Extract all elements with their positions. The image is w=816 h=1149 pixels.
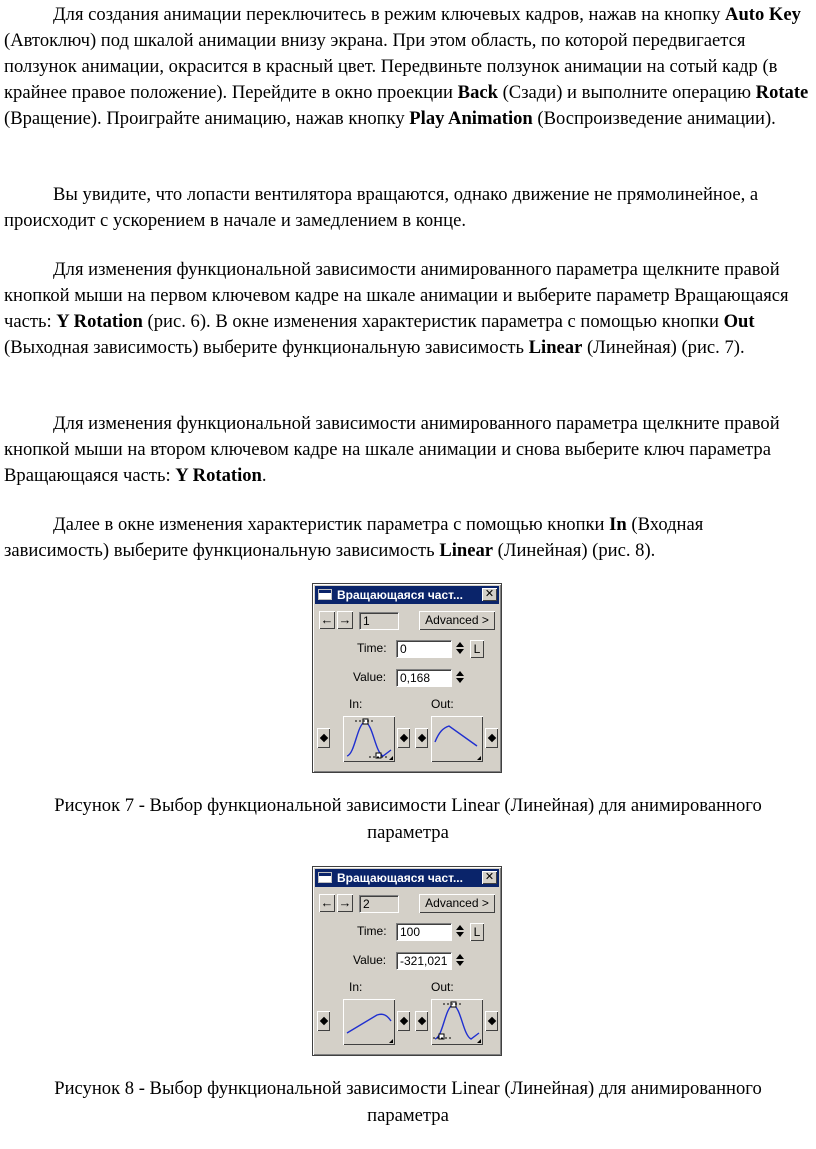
in-prev-type-button[interactable] bbox=[317, 1011, 330, 1031]
lock-button[interactable]: L bbox=[470, 923, 484, 941]
spinner-down-icon bbox=[456, 932, 464, 937]
text-run: (Входная зависимость) выберите функциональную зависимость bbox=[4, 514, 704, 561]
out-prev-type-button[interactable] bbox=[415, 728, 428, 748]
text-run: Для изменения функциональной зависимости анимированного параметра щелкните правой кнопкой мыши на втором ключевом кадре на шкале анимации и снова выберите ключ параметра Вращающаяся часть: bbox=[4, 413, 780, 486]
text-run: (Линейная) (рис. 7). bbox=[582, 337, 745, 358]
diamond-icon bbox=[320, 1017, 328, 1025]
time-input[interactable]: 0 bbox=[396, 640, 452, 658]
paragraph-in-linear bbox=[4, 512, 812, 564]
value-spinner[interactable] bbox=[455, 670, 465, 686]
bold-term: Rotate bbox=[755, 82, 809, 103]
key-info-dialog-fig8 bbox=[312, 866, 502, 1056]
bold-term: Play Animation bbox=[409, 108, 533, 129]
paragraph-fan-rotation bbox=[4, 182, 812, 234]
next-key-button[interactable] bbox=[337, 894, 353, 912]
bold-term: Linear bbox=[528, 337, 583, 358]
time-spinner[interactable] bbox=[455, 924, 465, 940]
bold-term: Out bbox=[723, 311, 755, 332]
spinner-up-icon bbox=[456, 925, 464, 930]
prev-key-button[interactable] bbox=[319, 611, 335, 629]
prev-key-button[interactable] bbox=[319, 894, 335, 912]
close-button[interactable]: ✕ bbox=[482, 588, 497, 601]
text-run: Для создания анимации переключитесь в режим ключевых кадров, нажав на кнопку bbox=[53, 4, 726, 25]
time-label: Time: bbox=[357, 641, 387, 655]
spinner-up-icon bbox=[456, 671, 464, 676]
ease-bump-icon bbox=[431, 999, 483, 1045]
in-next-type-button[interactable] bbox=[397, 728, 410, 748]
in-label: In: bbox=[349, 697, 363, 711]
spinner-down-icon bbox=[456, 678, 464, 683]
spinner-up-icon bbox=[456, 642, 464, 647]
out-prev-type-button[interactable] bbox=[415, 1011, 428, 1031]
dialog-titlebar bbox=[315, 586, 499, 604]
advanced-button[interactable]: Advanced > bbox=[419, 894, 495, 913]
window-icon bbox=[318, 589, 332, 600]
out-tangent-button[interactable] bbox=[431, 716, 483, 762]
paragraph-second-key bbox=[4, 411, 812, 489]
out-tangent-button[interactable] bbox=[431, 999, 483, 1045]
time-input[interactable]: 100 bbox=[396, 923, 452, 941]
figure7-caption-line2: параметра bbox=[367, 822, 449, 843]
next-key-button[interactable] bbox=[337, 611, 353, 629]
spinner-down-icon bbox=[456, 961, 464, 966]
in-next-type-button[interactable] bbox=[397, 1011, 410, 1031]
key-index-field: 1 bbox=[359, 612, 399, 630]
out-label: Out: bbox=[431, 697, 454, 711]
dialog-titlebar bbox=[315, 869, 499, 887]
close-button[interactable]: ✕ bbox=[482, 871, 497, 884]
figure8-caption-line2: параметра bbox=[367, 1105, 449, 1126]
bold-term: Linear bbox=[439, 540, 494, 561]
arrow-left-icon: ← bbox=[320, 612, 334, 627]
text-run: (Автоключ) под шкалой анимации внизу экрана. При этом область, по которой передвигается ползунок анимации, окрасится в красный цвет. Передвиньте ползунок анимации на сотый кадр (в крайнее правое положение). Перейдите в окно проекции bbox=[4, 30, 778, 103]
value-label: Value: bbox=[353, 953, 387, 967]
text-run: (Вращение). Проиграйте анимацию, нажав кнопку bbox=[4, 108, 410, 129]
bold-term: In bbox=[609, 514, 627, 535]
text-run: (Выходная зависимость) выберите функциональную зависимость bbox=[4, 337, 529, 358]
time-label: Time: bbox=[357, 924, 387, 938]
in-prev-type-button[interactable] bbox=[317, 728, 330, 748]
value-input[interactable]: -321,021 bbox=[396, 952, 452, 970]
text-run: (Воспроизведение анимации). bbox=[532, 108, 776, 129]
key-info-dialog-fig7 bbox=[312, 583, 502, 773]
value-label: Value: bbox=[353, 670, 387, 684]
out-next-type-button[interactable] bbox=[485, 728, 498, 748]
diamond-icon bbox=[400, 1017, 408, 1025]
lock-button[interactable]: L bbox=[470, 640, 484, 658]
figure8-caption-line1: Рисунок 8 - Выбор функциональной зависимости Linear (Линейная) для анимированного bbox=[54, 1078, 762, 1099]
diamond-icon bbox=[418, 734, 426, 742]
text-run: Далее в окне изменения характеристик параметра с помощью кнопки bbox=[53, 514, 610, 535]
paragraph-auto-key bbox=[4, 2, 812, 132]
paragraph-first-key bbox=[4, 257, 812, 361]
in-label: In: bbox=[349, 980, 363, 994]
dialog-title: Вращающаяся част... bbox=[337, 871, 463, 885]
out-label: Out: bbox=[431, 980, 454, 994]
linear-falloff-icon bbox=[431, 716, 483, 762]
out-next-type-button[interactable] bbox=[485, 1011, 498, 1031]
spinner-down-icon bbox=[456, 649, 464, 654]
spinner-up-icon bbox=[456, 954, 464, 959]
dialog-title: Вращающаяся част... bbox=[337, 588, 463, 602]
figure7-caption-line1: Рисунок 7 - Выбор функциональной зависимости Linear (Линейная) для анимированного bbox=[54, 795, 762, 816]
diamond-icon bbox=[488, 1017, 496, 1025]
diamond-icon bbox=[320, 734, 328, 742]
value-spinner[interactable] bbox=[455, 953, 465, 969]
in-tangent-button[interactable] bbox=[343, 999, 395, 1045]
ease-bump-icon bbox=[343, 716, 395, 762]
diamond-icon bbox=[488, 734, 496, 742]
text-run: (Сзади) и выполните операцию bbox=[497, 82, 756, 103]
text-run: (Линейная) (рис. 8). bbox=[493, 540, 656, 561]
arrow-right-icon: → bbox=[338, 895, 352, 910]
advanced-button[interactable]: Advanced > bbox=[419, 611, 495, 630]
bold-term: Y Rotation bbox=[56, 311, 143, 332]
time-spinner[interactable] bbox=[455, 641, 465, 657]
text-run: (рис. 6). В окне изменения характеристик параметра с помощью кнопки bbox=[142, 311, 724, 332]
linear-rise-icon bbox=[343, 999, 395, 1045]
text-run: Вы увидите, что лопасти вентилятора вращаются, однако движение не прямолинейное, а происходит с ускорением в начале и замедлением в конце. bbox=[4, 184, 759, 231]
text-run: . bbox=[261, 465, 267, 486]
arrow-right-icon: → bbox=[338, 612, 352, 627]
key-index-field: 2 bbox=[359, 895, 399, 913]
bold-term: Y Rotation bbox=[175, 465, 262, 486]
arrow-left-icon: ← bbox=[320, 895, 334, 910]
diamond-icon bbox=[400, 734, 408, 742]
bold-term: Back bbox=[457, 82, 498, 103]
text-run: Для изменения функциональной зависимости анимированного параметра щелкните правой кнопкой мыши на первом ключевом кадре на шкале анимации и выберите параметр Вращающаяся часть: bbox=[4, 259, 789, 332]
bold-term: Auto Key bbox=[725, 4, 801, 25]
window-icon bbox=[318, 872, 332, 883]
diamond-icon bbox=[418, 1017, 426, 1025]
in-tangent-button[interactable] bbox=[343, 716, 395, 762]
value-input[interactable]: 0,168 bbox=[396, 669, 452, 687]
